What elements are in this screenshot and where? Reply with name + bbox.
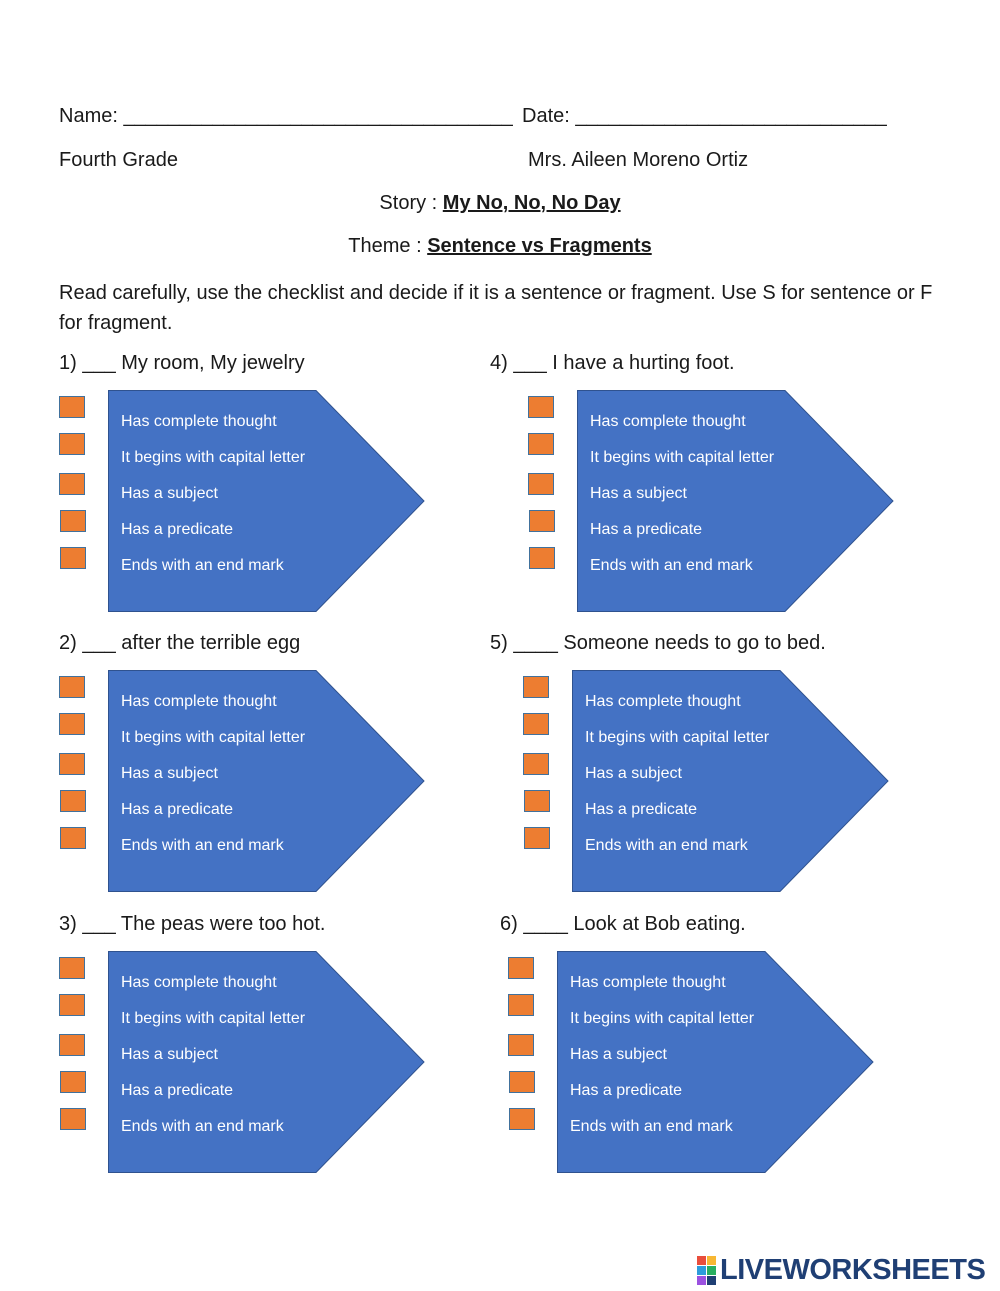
instructions: Read carefully, use the checklist and decide if it is a sentence or fragment. Use S for sentence or F for fragment. [59,282,933,334]
checklist-item: Ends with an end mark [585,837,748,854]
checklist-item: Has complete thought [121,413,277,430]
checklist-item: It begins with capital letter [590,449,775,466]
question-1[interactable]: 1) ___ My room, My jewelry [59,352,305,374]
logo-text: LIVEWORKSHEETS [720,1253,986,1286]
checklist-item: It begins with capital letter [121,729,306,746]
checklist-item: Has a predicate [570,1082,683,1099]
checklist-arrow [108,670,426,892]
checklist-item: Has a subject [121,1046,218,1063]
checklist-checkbox[interactable] [528,396,554,418]
checklist-checkbox[interactable] [528,433,554,455]
checklist-item: Has a predicate [121,1082,234,1099]
checklist-arrow [572,670,890,892]
checklist-item: Has a predicate [585,801,698,818]
checklist-checkbox[interactable] [523,676,549,698]
question-4[interactable]: 5) ____ Someone needs to go to bed. [490,632,826,654]
teacher-name: Mrs. Aileen Moreno Ortiz [528,149,749,171]
checklist-item: Has complete thought [570,974,726,991]
checklist-checkbox[interactable] [60,1108,86,1130]
checklist-item: It begins with capital letter [121,1010,306,1027]
grade-label: Fourth Grade [59,149,178,171]
story-title: My No, No, No Day [442,192,621,214]
checklist-checkbox[interactable] [60,547,86,569]
checklist-item: It begins with capital letter [121,449,306,466]
checklist-checkbox[interactable] [508,1034,534,1056]
checklist-checkbox[interactable] [509,1108,535,1130]
checklist-checkbox[interactable] [59,396,85,418]
checklist-item: Has a predicate [121,521,234,538]
checklist-checkbox[interactable] [59,713,85,735]
checklist-item: Has a subject [585,765,682,782]
checklist-checkbox[interactable] [59,753,85,775]
checklist-item: Has complete thought [590,413,746,430]
checklist-checkbox[interactable] [508,957,534,979]
checklist-item: Ends with an end mark [121,837,284,854]
question-5[interactable]: 3) ___ The peas were too hot. [59,913,326,935]
checklist-checkbox[interactable] [528,473,554,495]
checklist-checkbox[interactable] [523,713,549,735]
checklist-item: Ends with an end mark [570,1118,733,1135]
checklist-checkbox[interactable] [524,827,550,849]
story-line [0,191,1000,215]
checklist-item: Has complete thought [585,693,741,710]
checklist-checkbox[interactable] [60,790,86,812]
question-6[interactable]: 6) ____ Look at Bob eating. [500,913,746,935]
checklist-item: Ends with an end mark [590,557,753,574]
name-field[interactable]: Name: ___________________________________ [59,105,513,127]
checklist-item: It begins with capital letter [570,1010,755,1027]
checklist-arrow [577,390,895,612]
checklist-checkbox[interactable] [529,547,555,569]
checklist-checkbox[interactable] [60,827,86,849]
checklist-checkbox[interactable] [59,957,85,979]
theme-label: Theme : [348,235,428,257]
checklist-checkbox[interactable] [59,676,85,698]
checklist-item: Ends with an end mark [121,1118,284,1135]
checklist-item: Has a predicate [590,521,703,538]
checklist-item: Has a subject [570,1046,667,1063]
checklist-checkbox[interactable] [523,753,549,775]
checklist-checkbox[interactable] [524,790,550,812]
checklist-arrow [108,390,426,612]
checklist-checkbox[interactable] [508,994,534,1016]
checklist-checkbox[interactable] [59,1034,85,1056]
checklist-item: Has a predicate [121,801,234,818]
checklist-item: It begins with capital letter [585,729,770,746]
checklist-arrow [557,951,875,1173]
checklist-item: Has complete thought [121,974,277,991]
logo-mark-icon [697,1256,716,1285]
checklist-item: Has a subject [121,485,218,502]
checklist-item: Ends with an end mark [121,557,284,574]
question-3[interactable]: 2) ___ after the terrible egg [59,632,301,654]
checklist-checkbox[interactable] [60,510,86,532]
checklist-checkbox[interactable] [59,473,85,495]
checklist-checkbox[interactable] [60,1071,86,1093]
theme-title: Sentence vs Fragments [427,235,652,257]
story-label: Story : [379,192,443,214]
checklist-arrow [108,951,426,1173]
question-2[interactable]: 4) ___ I have a hurting foot. [490,352,735,374]
checklist-item: Has a subject [121,765,218,782]
liveworksheets-logo [697,1253,985,1287]
checklist-checkbox[interactable] [509,1071,535,1093]
checklist-item: Has a subject [590,485,687,502]
date-field[interactable]: Date: ____________________________ [522,105,887,127]
checklist-checkbox[interactable] [529,510,555,532]
checklist-checkbox[interactable] [59,994,85,1016]
checklist-item: Has complete thought [121,693,277,710]
theme-line [0,234,1000,258]
checklist-checkbox[interactable] [59,433,85,455]
